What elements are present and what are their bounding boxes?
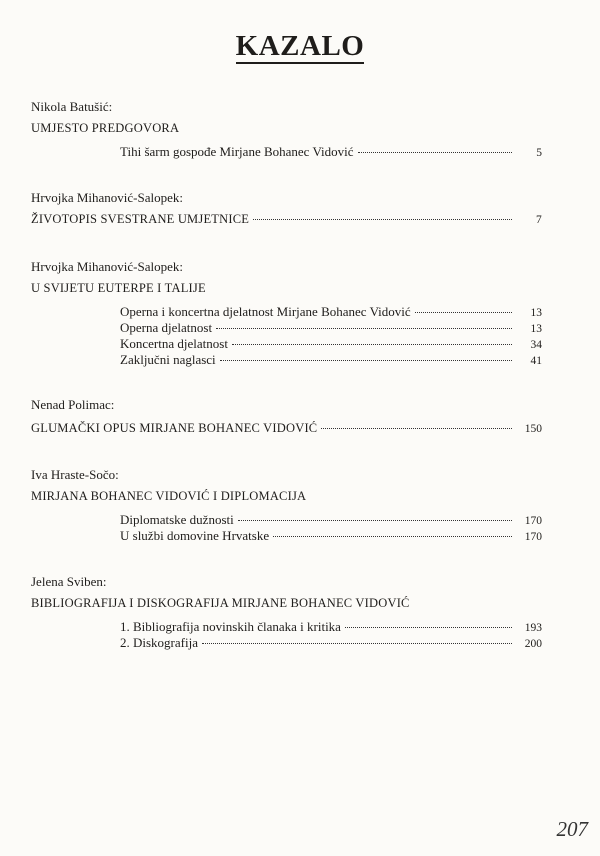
heading-zivotopis: ŽIVOTOPIS SVESTRANE UMJETNICE [31,212,250,226]
dot-leader [273,536,512,537]
toc-entry[interactable] [120,144,542,160]
entry-page: 193 [524,622,542,634]
entry-label: 2. Diskografija [120,635,198,650]
toc-entry[interactable] [31,212,542,227]
entry-page: 200 [524,638,542,650]
entry-page: 150 [524,423,542,435]
dot-leader [232,344,512,345]
toc-entry[interactable] [120,512,542,528]
author-sviben: Jelena Sviben: [31,574,107,589]
dot-leader [202,643,512,644]
entry-label: Tihi šarm gospođe Mirjane Bohanec Vidović [120,144,354,159]
author-hraste-soco: Iva Hraste-Sočo: [31,467,119,482]
entry-page: 170 [524,531,542,543]
entry-label: Diplomatske dužnosti [120,512,234,527]
entry-page: 13 [530,307,542,319]
toc-entry[interactable] [120,619,542,635]
entry-label: Operna djelatnost [120,320,213,335]
entry-label: Koncertna djelatnost [120,336,228,351]
dot-leader [253,219,512,220]
heading-glumacki-opus: GLUMAČKI OPUS MIRJANE BOHANEC VIDOVIĆ [31,421,318,435]
entry-page: 13 [530,323,542,335]
author-polimac: Nenad Polimac: [31,397,115,412]
entry-label: 1. Bibliografija novinskih članaka i kritika [120,619,341,634]
dot-leader [220,360,512,361]
toc-entry[interactable] [120,320,542,336]
heading-diplomacija: MIRJANA BOHANEC VIDOVIĆ I DIPLOMACIJA [31,489,307,503]
author-mihanovic-salopek: Hrvojka Mihanović-Salopek: [31,190,183,205]
author-mihanovic-salopek: Hrvojka Mihanović-Salopek: [31,259,183,274]
dot-leader [321,428,512,429]
entry-page: 7 [536,214,542,226]
toc-entry[interactable] [120,304,542,320]
page-title: KAZALO [235,30,365,62]
toc-entry[interactable] [31,421,542,436]
toc-entry[interactable] [120,336,542,352]
dot-leader [238,520,512,521]
dot-leader [216,328,512,329]
entry-page: 170 [524,515,542,527]
entry-page: 5 [536,147,542,159]
entry-label: U službi domovine Hrvatske [120,528,270,543]
toc-entry[interactable] [120,528,542,544]
entry-page: 41 [530,355,542,367]
heading-umjesto-predgovora: UMJESTO PREDGOVORA [31,121,180,135]
entry-label: Operna i koncertna djelatnost Mirjane Bohanec Vidović [120,304,411,319]
toc-entry[interactable] [120,635,542,651]
heading-u-svijetu-euterpe: U SVIJETU EUTERPE I TALIJE [31,281,206,295]
toc-entry[interactable] [120,352,542,368]
entry-page: 34 [530,339,542,351]
dot-leader [345,627,512,628]
dot-leader [415,312,512,313]
dot-leader [358,152,512,153]
author-batusic: Nikola Batušić: [31,99,113,114]
page-number: 207 [556,817,588,841]
entry-label: Zaključni naglasci [120,352,216,367]
heading-bibliografija: BIBLIOGRAFIJA I DISKOGRAFIJA MIRJANE BOHANEC VIDOVIĆ [31,596,410,610]
